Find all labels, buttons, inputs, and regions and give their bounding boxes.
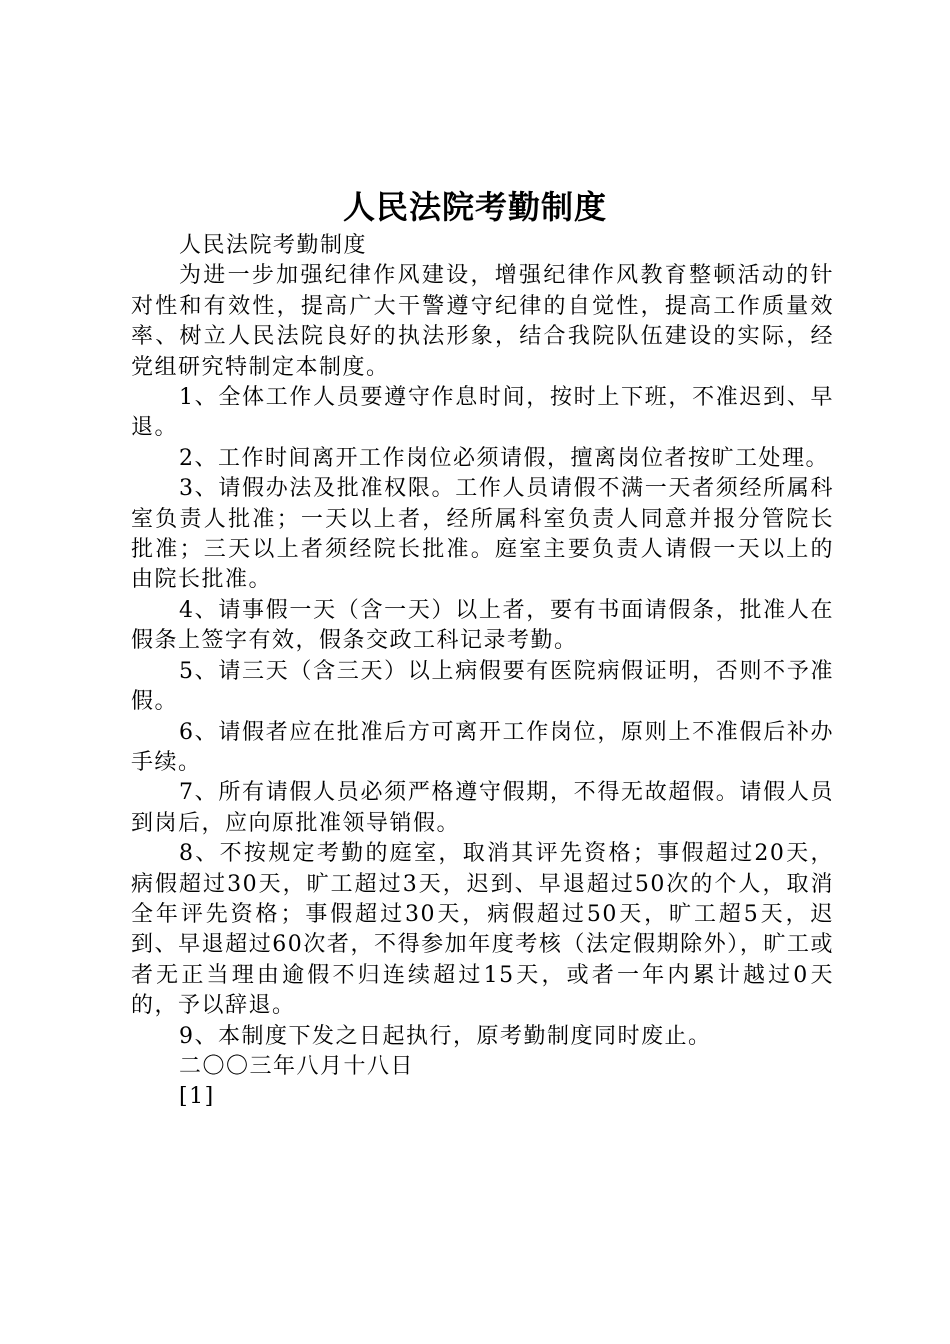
document-title: 人民法院考勤制度 xyxy=(342,188,607,226)
rule-2: 2、工作时间离开工作岗位必须请假，擅离岗位者按旷工处理。 xyxy=(179,445,829,471)
rule-7: 7、所有请假人员必须严格遵守假期，不得无故超假。请假人员到岗后，应向原批准领导销假。 xyxy=(131,780,834,836)
rule-9: 9、本制度下发之日起执行，原考勤制度同时废止。 xyxy=(179,1023,712,1049)
rule-5: 5、请三天（含三天）以上病假要有医院病假证明，否则不予准假。 xyxy=(131,658,834,715)
rule-6: 6、请假者应在批准后方可离开工作岗位，原则上不准假后补办手续。 xyxy=(131,719,834,775)
document-date: 二〇〇三年八月十八日 xyxy=(179,1053,415,1079)
rule-1: 1、全体工作人员要遵守作息时间，按时上下班，不准迟到、早退。 xyxy=(131,385,834,441)
document-body xyxy=(131,231,834,1113)
document-subtitle: 人民法院考勤制度 xyxy=(179,233,368,258)
rule-4: 4、请事假一天（含一天）以上者，要有书面请假条，批准人在假条上签字有效，假条交政工科记录考勤。 xyxy=(131,597,834,654)
intro-paragraph: 为进一步加强纪律作风建设，增强纪律作风教育整顿活动的针对性和有效性，提高广大干警遵守纪律的自觉性，提高工作质量效率、树立人民法院良好的执法形象，结合我院队伍建设的实际，经党组研究特制定本制度。 xyxy=(131,263,834,380)
footnote-marker: [1] xyxy=(179,1084,215,1110)
rule-8: 8、不按规定考勤的庭室，取消其评先资格；事假超过20天，病假超过30天，旷工超过3天，迟到、早退超过50次的个人，取消全年评先资格；事假超过30天，病假超过50天，旷工超5天，迟到、早退超过60次者，不得参加年度考核（法定假期除外），旷工或者无正当理由逾假不归连续超过15天，或者一年内累计越过0天的，予以辞退。 xyxy=(131,841,834,1019)
rule-3: 3、请假办法及批准权限。工作人员请假不满一天者须经所属科室负责人批准；一天以上者，经所属科室负责人同意并报分管院长批准；三天以上者须经院长批准。庭室主要负责人请假一天以上的由院长批准。 xyxy=(131,476,834,593)
